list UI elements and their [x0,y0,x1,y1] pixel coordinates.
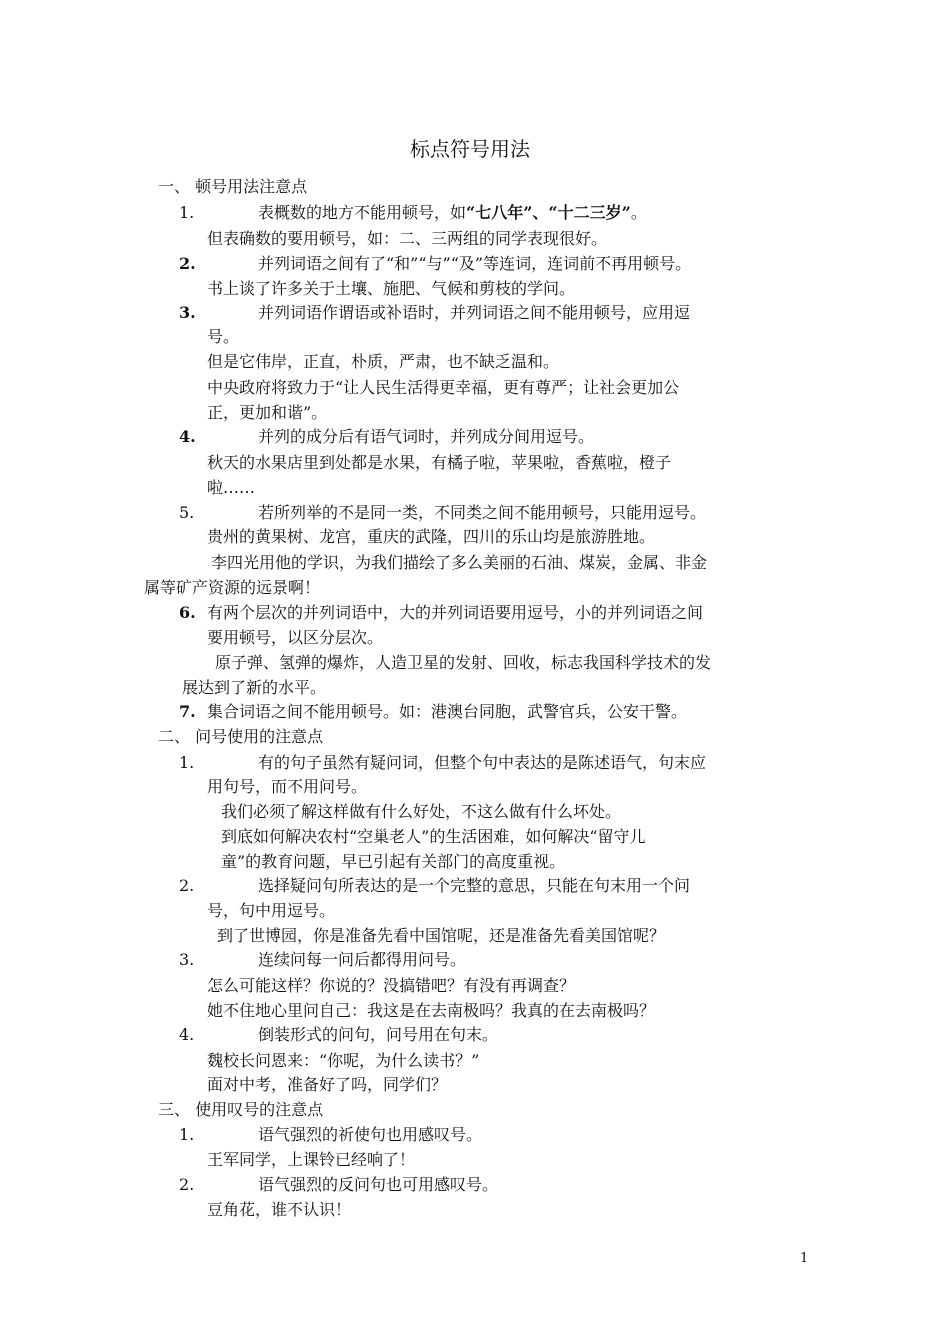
example-text: 她不住地心里问自己：我这是在去南极吗？我真的在去南极吗？ [207,1001,656,1020]
item-number: 4. [179,1025,195,1044]
page-number: 1 [800,1251,809,1266]
example-text: 童”的教育问题，早已引起有关部门的高度重视。 [221,852,566,871]
rule-text: 并列词语作谓语或补语时，并列词语之间不能用顿号，应用逗 [258,303,691,322]
rule-text: 要用顿号，以区分层次。 [207,628,384,647]
example-text: 魏校长问恩来：“你呢，为什么读书？” [207,1051,480,1070]
item-number: 1. [179,1125,195,1144]
example-text: 贵州的黄果树、龙宫，重庆的武隆，四川的乐山均是旅游胜地。 [207,527,656,546]
example-text: 属等矿产资源的远景啊！ [144,578,321,597]
example-text: 王军同学，上课铃已经响了！ [207,1150,416,1169]
rule-text: 用句号，而不用问号。 [207,777,368,796]
rule-text: 号，句中用逗号。 [207,901,336,920]
section-heading: 二、 问号使用的注意点 [158,727,324,746]
item-number: 4. [179,427,196,446]
rule-text: 并列词语之间有了“和”“与”“及”等连词，连词前不再用顿号。 [258,254,692,273]
rule-text: 若所列举的不是同一类，不同类之间不能用顿号，只能用逗号。 [258,503,707,522]
rule-text: 有的句子虽然有疑问词，但整个句中表达的是陈述语气，句末应 [258,753,707,772]
example-text: 面对中考，准备好了吗，同学们？ [207,1075,448,1094]
item-number: 6. [179,603,196,622]
example-text: 李四光用他的学识，为我们描绘了多么美丽的石油、煤炭，金属、非金 [211,553,708,572]
rule-text: 倒装形式的问句，问号用在句末。 [258,1025,499,1044]
example-text: 到了世博园，你是准备先看中国馆呢，还是准备先看美国馆呢？ [217,926,666,945]
item-number: 5. [179,503,195,522]
rule-text: 选择疑问句所表达的是一个完整的意思，只能在句末用一个问 [258,876,691,895]
example-text: 正，更加和谐”。 [207,403,328,422]
item-number: 1. [179,203,195,222]
rule-text-part: 。 [630,203,647,222]
rule-text: 并列的成分后有语气词时，并列成分间用逗号。 [258,427,595,446]
example-text: 啦…… [207,478,256,497]
rule-text: 号。 [207,327,240,346]
example-text: 怎么可能这样？你说的？没搞错吧？有没有再调查？ [207,976,576,995]
example-text: 但是它伟岸，正直，朴质，严肃，也不缺乏温和。 [207,352,560,371]
item-number: 7. [179,702,196,721]
example-text: 豆角花，谁不认识！ [207,1200,352,1219]
item-number: 2. [179,254,196,273]
example-text: 秋天的水果店里到处都是水果，有橘子啦，苹果啦，香蕉啦，橙子 [207,453,672,472]
example-text: 书上谈了许多关于土壤、施肥、气候和剪枝的学问。 [207,279,576,298]
page-title: 标点符号用法 [410,137,530,161]
rule-text [258,203,647,223]
example-text: 原子弹、氢弹的爆炸，人造卫星的发射、回收，标志我国科学技术的发 [215,653,712,672]
item-number: 2. [179,876,195,895]
section-heading: 三、 使用叹号的注意点 [158,1100,324,1119]
rule-text: 有两个层次的并列词语中，大的并列词语要用逗号，小的并列词语之间 [207,603,704,622]
example-text: 中央政府将致力于“让人民生活得更幸福，更有尊严；让社会更加公 [207,378,680,397]
example-emphasis: “七八年”、“十二三岁” [466,203,631,222]
example-text: 我们必须了解这样做有什么好处，不这么做有什么坏处。 [221,802,622,821]
item-number: 3. [179,950,195,969]
example-text: 到底如何解决农村“空巢老人”的生活困难，如何解决“留守儿 [221,827,646,846]
item-number: 3. [179,303,196,322]
item-number: 2. [179,1175,195,1194]
section-heading: 一、 顿号用法注意点 [158,177,308,196]
rule-text: 集合词语之间不能用顿号。如：港澳台同胞，武警官兵，公安干警。 [207,702,688,721]
rule-text-part: 表概数的地方不能用顿号，如 [258,203,467,222]
rule-text: 连续问每一问后都得用问号。 [258,950,467,969]
rule-text: 语气强烈的祈使句也用感叹号。 [258,1125,483,1144]
example-text: 展达到了新的水平。 [182,678,327,697]
rule-text: 语气强烈的反问句也可用感叹号。 [258,1175,499,1194]
item-number: 1. [179,753,195,772]
rule-text: 但表确数的要用顿号，如：二、三两组的同学表现很好。 [207,229,608,248]
